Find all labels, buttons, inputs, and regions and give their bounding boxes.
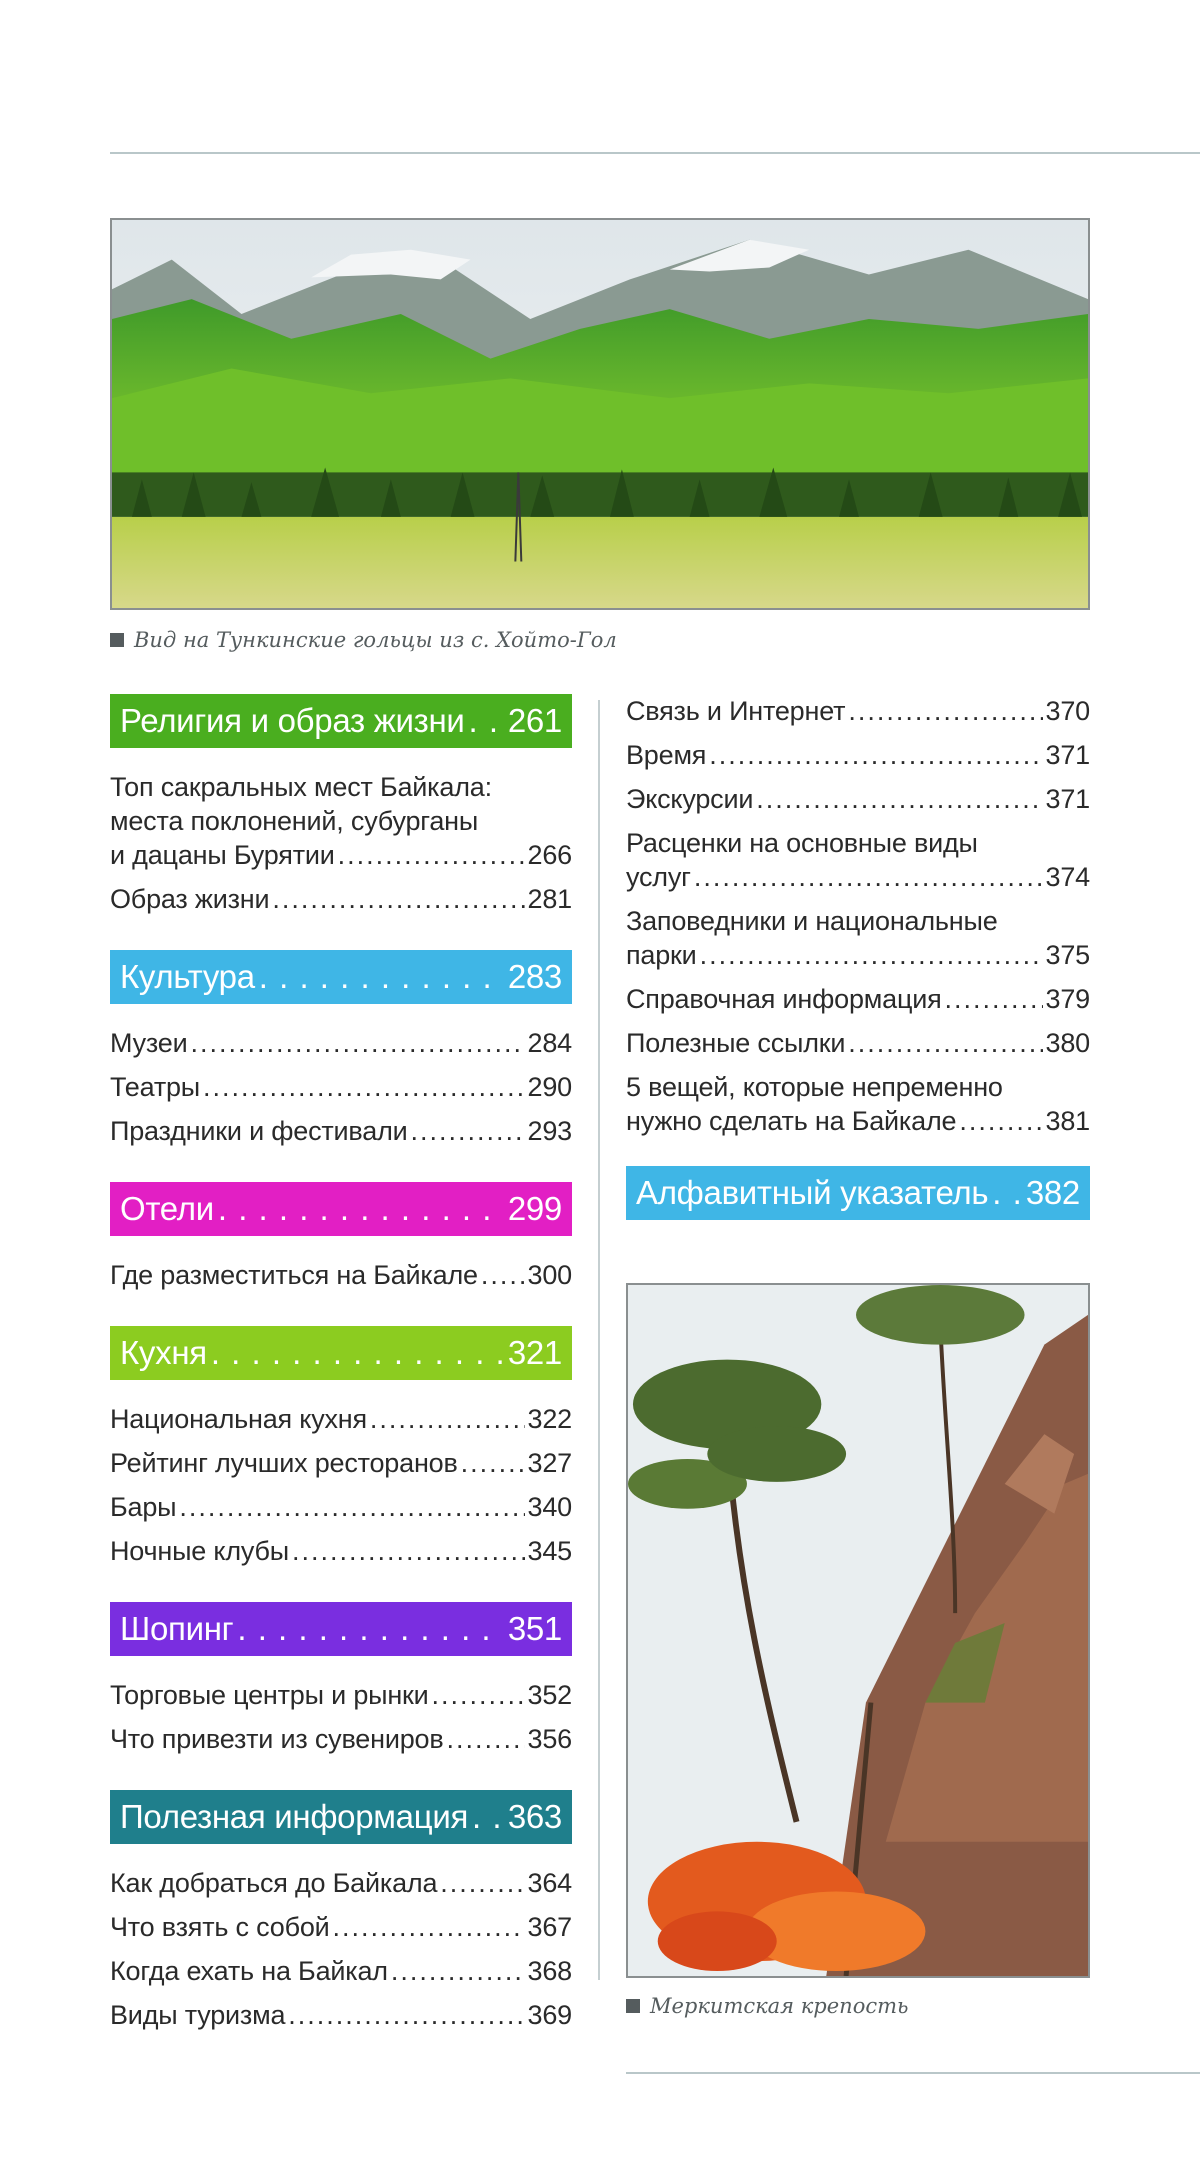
toc-entry[interactable]: [626, 982, 1090, 1016]
section-title: Алфавитный указатель: [636, 1174, 989, 1211]
dot-leader: [446, 1722, 524, 1756]
section-entries-useful-info: [110, 1844, 572, 2032]
dot-leader: [959, 1104, 1042, 1138]
toc-entry[interactable]: [110, 1722, 572, 1756]
section-entries-hotels: [110, 1236, 572, 1292]
section-entries-culture: [110, 1004, 572, 1148]
entry-page: 327: [527, 1448, 572, 1478]
section-title: Отели: [120, 1190, 214, 1227]
dot-leader: [848, 694, 1042, 728]
entry-page: 374: [1045, 862, 1090, 892]
dot-leader: [211, 1334, 504, 1372]
entry-title: Когда ехать на Байкал: [110, 1956, 388, 1986]
toc-entry[interactable]: [626, 694, 1090, 728]
dot-leader: [694, 860, 1043, 894]
entry-page: 345: [527, 1536, 572, 1566]
caption-text: Меркитская крепость: [650, 1994, 909, 2018]
tunka-mountains-photo: [110, 218, 1090, 610]
entry-line: Заповедники и национальные: [626, 906, 998, 936]
toc-entry[interactable]: [110, 1402, 572, 1436]
entry-page: 293: [527, 1116, 572, 1146]
entry-title: и дацаны Бурятии: [110, 840, 335, 870]
dot-leader: [237, 1610, 503, 1648]
top-photo-caption: [110, 628, 617, 652]
dot-leader: [469, 702, 504, 740]
section-band-useful-info[interactable]: [110, 1790, 572, 1844]
toc-right-column: [626, 694, 1090, 1220]
entry-page: 356: [527, 1724, 572, 1754]
merkit-fortress-photo: [626, 1283, 1090, 1978]
caption-bullet: [626, 1999, 640, 2013]
dot-leader: [292, 1534, 525, 1568]
entry-title: услуг: [626, 862, 691, 892]
toc-entry[interactable]: [110, 1258, 572, 1292]
dot-leader: [411, 1114, 525, 1148]
toc-entry[interactable]: [626, 826, 1090, 894]
entry-page: 368: [527, 1956, 572, 1986]
entry-page: 367: [527, 1912, 572, 1942]
dot-leader: [848, 1026, 1042, 1060]
dot-leader: [288, 1998, 524, 2032]
section-title: Кухня: [120, 1334, 207, 1371]
entry-title: Как добраться до Байкала: [110, 1868, 438, 1898]
dot-leader: [481, 1258, 525, 1292]
section-title: Культура: [120, 958, 255, 995]
section-page: 261: [507, 702, 562, 739]
section-title: Религия и образ жизни: [120, 702, 465, 739]
toc-entry[interactable]: [110, 770, 572, 872]
dot-leader: [709, 738, 1042, 772]
dot-leader: [391, 1954, 525, 1988]
entry-line: места поклонений, субурганы: [110, 806, 479, 836]
toc-entry[interactable]: [110, 1026, 572, 1060]
entry-title: парки: [626, 940, 697, 970]
column-divider: [598, 700, 600, 1980]
entry-title: Экскурсии: [626, 784, 754, 814]
top-rule: [110, 152, 1200, 154]
entry-title: Бары: [110, 1492, 177, 1522]
toc-entry[interactable]: [110, 1998, 572, 2032]
entry-page: 364: [527, 1868, 572, 1898]
dot-leader: [756, 782, 1042, 816]
toc-entry[interactable]: [110, 1070, 572, 1104]
section-band-kitchen[interactable]: [110, 1326, 572, 1380]
dot-leader: [945, 982, 1043, 1016]
entry-title: Справочная информация: [626, 984, 942, 1014]
bottom-rule: [626, 2072, 1200, 2074]
toc-entry[interactable]: [110, 882, 572, 916]
toc-entry[interactable]: [626, 738, 1090, 772]
entry-page: 379: [1045, 984, 1090, 1014]
section-title: Шопинг: [120, 1610, 234, 1647]
dot-leader: [218, 1190, 504, 1228]
section-entries-kitchen: [110, 1380, 572, 1568]
section-page: 351: [507, 1610, 562, 1647]
entry-title: Праздники и фестивали: [110, 1116, 408, 1146]
section-page: 299: [507, 1190, 562, 1227]
toc-entry[interactable]: [626, 904, 1090, 972]
dot-leader: [472, 1798, 504, 1836]
section-band-shopping[interactable]: [110, 1602, 572, 1656]
entry-page: 322: [527, 1404, 572, 1434]
entry-page: 380: [1045, 1028, 1090, 1058]
entry-page: 371: [1045, 740, 1090, 770]
dot-leader: [992, 1174, 1022, 1212]
dot-leader: [338, 838, 525, 872]
entry-title: Торговые центры и рынки: [110, 1680, 429, 1710]
toc-entry[interactable]: [110, 1866, 572, 1900]
caption-bullet: [110, 633, 124, 647]
entry-page: 369: [527, 2000, 572, 2030]
dot-leader: [432, 1678, 525, 1712]
entry-title: Национальная кухня: [110, 1404, 367, 1434]
section-page: 321: [507, 1334, 562, 1371]
toc-entry[interactable]: [110, 1910, 572, 1944]
entry-page: 371: [1045, 784, 1090, 814]
entry-title: Время: [626, 740, 707, 770]
entry-title: Что привезти из сувениров: [110, 1724, 444, 1754]
entry-page: 352: [527, 1680, 572, 1710]
section-page: 382: [1025, 1174, 1080, 1211]
entry-page: 266: [527, 840, 572, 870]
dot-leader: [179, 1490, 524, 1524]
entry-title: Музеи: [110, 1028, 188, 1058]
section-entries-religion: [110, 748, 572, 916]
dot-leader: [370, 1402, 525, 1436]
entry-title: нужно сделать на Байкале: [626, 1106, 957, 1136]
section-page: 283: [507, 958, 562, 995]
dot-leader: [272, 882, 524, 916]
entry-page: 375: [1045, 940, 1090, 970]
toc-entry[interactable]: [110, 1954, 572, 1988]
entry-page: 281: [527, 884, 572, 914]
dot-leader: [440, 1866, 524, 1900]
dot-leader: [461, 1446, 525, 1480]
entry-title: Ночные клубы: [110, 1536, 289, 1566]
toc-entry[interactable]: [110, 1534, 572, 1568]
section-band-culture[interactable]: [110, 950, 572, 1004]
toc-entry[interactable]: [626, 782, 1090, 816]
useful-info-continued: [626, 694, 1090, 1138]
section-title: Полезная информация: [120, 1798, 469, 1835]
entry-title: Что взять с собой: [110, 1912, 330, 1942]
section-band-religion[interactable]: [110, 694, 572, 748]
toc-entry[interactable]: [110, 1446, 572, 1480]
dot-leader: [203, 1070, 525, 1104]
dot-leader: [333, 1910, 525, 1944]
toc-left-column: [110, 694, 572, 2042]
entry-page: 284: [527, 1028, 572, 1058]
dot-leader: [700, 938, 1043, 972]
entry-page: 300: [527, 1260, 572, 1290]
section-entries-shopping: [110, 1656, 572, 1756]
dot-leader: [259, 958, 504, 996]
entry-title: Театры: [110, 1072, 201, 1102]
entry-title: Виды туризма: [110, 2000, 286, 2030]
entry-page: 381: [1045, 1106, 1090, 1136]
entry-title: Где разместиться на Байкале: [110, 1260, 478, 1290]
section-band-index[interactable]: [626, 1166, 1090, 1220]
entry-line: Расценки на основные виды: [626, 828, 978, 858]
entry-page: 370: [1045, 696, 1090, 726]
toc-entry[interactable]: [626, 1070, 1090, 1138]
entry-page: 290: [527, 1072, 572, 1102]
toc-entry[interactable]: [110, 1678, 572, 1712]
entry-title: Рейтинг лучших ресторанов: [110, 1448, 458, 1478]
caption-text: Вид на Тункинские гольцы из с. Хойто-Гол: [134, 628, 617, 652]
section-page: 363: [507, 1798, 562, 1835]
entry-line: 5 вещей, которые непременно: [626, 1072, 1003, 1102]
toc-entry[interactable]: [626, 1026, 1090, 1060]
entry-line: Топ сакральных мест Байкала:: [110, 772, 492, 802]
entry-title: Связь и Интернет: [626, 696, 846, 726]
entry-title: Образ жизни: [110, 884, 270, 914]
entry-title: Полезные ссылки: [626, 1028, 846, 1058]
dot-leader: [190, 1026, 524, 1060]
section-band-hotels[interactable]: [110, 1182, 572, 1236]
toc-entry[interactable]: [110, 1114, 572, 1148]
side-photo-caption: [626, 1994, 908, 2018]
entry-page: 340: [527, 1492, 572, 1522]
toc-entry[interactable]: [110, 1490, 572, 1524]
